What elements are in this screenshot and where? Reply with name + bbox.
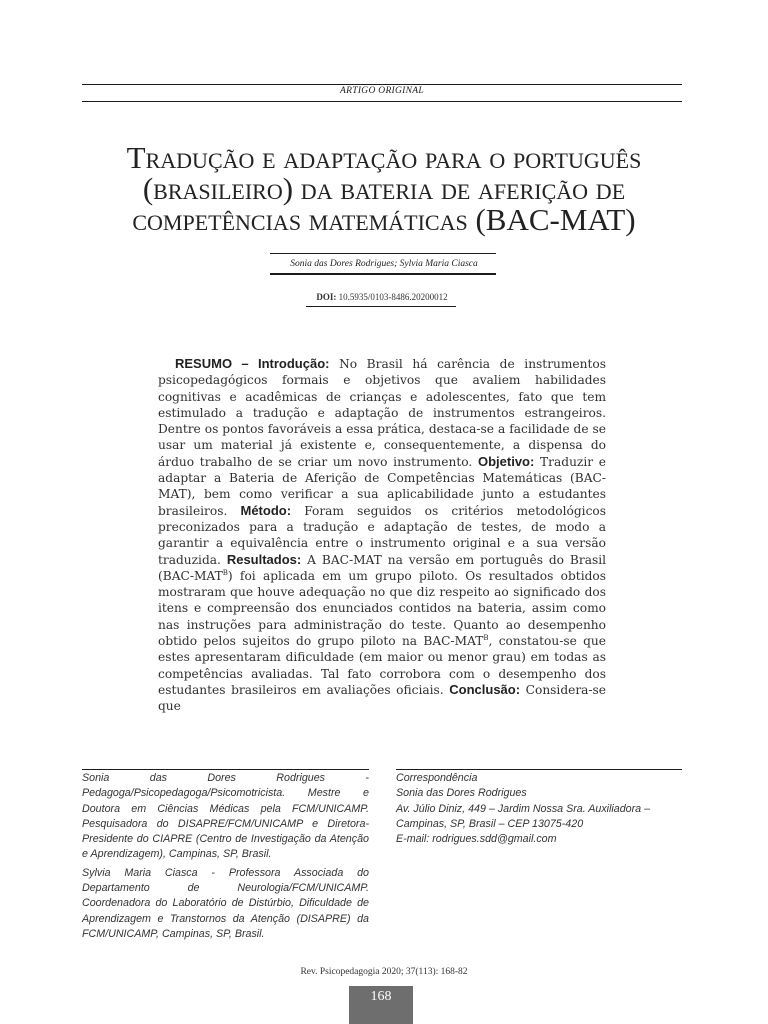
superscript-b: B [222,568,228,577]
doi [300,292,464,302]
doi-value: 10.5935/0103-8486.20200012 [338,292,448,302]
correspondence-email: E-mail: rodrigues.sdd@gmail.com [396,833,557,846]
authors-top-rule [270,253,496,254]
authors-bottom-rule [270,273,496,275]
abstract-label-resumo: RESUMO – Introdução: [175,356,330,371]
abstract-conclusao: Considera-se que [158,682,607,714]
footnote-right-rule [396,769,682,770]
correspondence-address: Av. Júlio Diniz, 449 – Jardim Nossa Sra. Auxiliadora – Campinas, SP, Brasil – CEP 13075-420 [396,802,651,830]
abstract-objetivo: Traduzir e adaptar a Bateria de Aferição de Competências Matemáticas (BAC-MAT), bem como verificar a sua aplicabilidade junto a estudantes brasileiros. [158,454,606,518]
section-label: ARTIGO ORIGINAL [340,86,424,96]
abstract-label-metodo: Método: [240,502,292,518]
correspondence [396,771,684,847]
doi-rule [306,306,456,307]
abstract-label-resultados: Resultados: [226,551,302,567]
abstract-resultados-a: A BAC-MAT na versão em português do Brasil (BAC-MAT [158,552,607,583]
authors: Sonia das Dores Rodrigues; Sylvia Maria Ciasca [290,259,478,269]
correspondence-name: Sonia das Dores Rodrigues [396,787,527,800]
header-bottom-rule [82,101,682,102]
page-number: 168 [349,986,413,1024]
superscript-b: B [483,633,489,642]
article-title: Tradução e adaptação para o português (brasileiro) da bateria de aferição de competências matemáticas (BAC-MAT) [126,140,642,237]
abstract-metodo: Foram seguidos os critérios metodológicos preconizados para a tradução e adaptação de testes, de modo a garantir a equivalência entre o instrumento original e a sua versão traduzida. [158,503,606,567]
abstract-label-objetivo: Objetivo: [477,453,535,469]
footnote-left-rule [82,769,369,770]
abstract-label-conclusao: Conclusão: [449,681,521,697]
author-footnote-1: Sonia das Dores Rodrigues - Pedagoga/Psicopedagoga/Psicomotricista. Mestre e Doutora em Ciências Médicas pela FCM/UNICAMP. Pesquisadora do DISAPRE/FCM/UNICAMP e Diretora-Presidente do CIAPRE (Centro de Investigação da Atenção e Aprendizagem), Campinas, SP, Brasil. [82,772,369,861]
abstract-resultados-b: ) foi aplicada em um grupo piloto. Os resultados obtidos mostraram que houve adequação no que diz respeito ao significado dos itens e compreensão dos enunciados contidos na bateria, assim como nas instruções para administração do teste. Quanto ao desempenho obtido pelos sujeitos do grupo piloto na BAC-MAT [158,568,606,649]
abstract [158,356,606,715]
author-footnote-2: Sylvia Maria Ciasca - Professora Associada do Departamento de Neurologia/FCM/UNICAMP. Coordenadora do Laboratório de Distúrbio, Dificuldade de Aprendizagem e Transtornos da Atenção (DISAPRE) da FCM/UNICAMP, Campinas, SP, Brasil. [82,866,369,940]
abstract-resultados-c: , constatou-se que estes apresentaram dificuldade (em maior ou menor grau) em todas as competências avaliadas. Tal fato corrobora com o desempenho dos estudantes brasileiros em avaliações oficiais. [158,634,606,697]
journal-citation: Rev. Psicopedagogia 2020; 37(113): 168-82 [300,967,468,977]
abstract-introducao: No Brasil há carência de instrumentos psicopedagógicos formais e objetivos que avaliem habilidades cognitivas e acadêmicas de crianças e adolescentes, fato que tem estimulado a tradução e adaptação de instrumentos estrangeiros. Dentre os pontos favoráveis a essa prática, destaca-se a facilidade de se usar um material já existente e, consequentemente, a dispensa do árduo trabalho de se criar um novo instrumento. [158,357,606,469]
correspondence-heading: Correspondência [396,772,478,784]
doi-label: DOI: [316,292,337,302]
author-footnotes [82,771,369,945]
header-top-rule [82,84,682,85]
